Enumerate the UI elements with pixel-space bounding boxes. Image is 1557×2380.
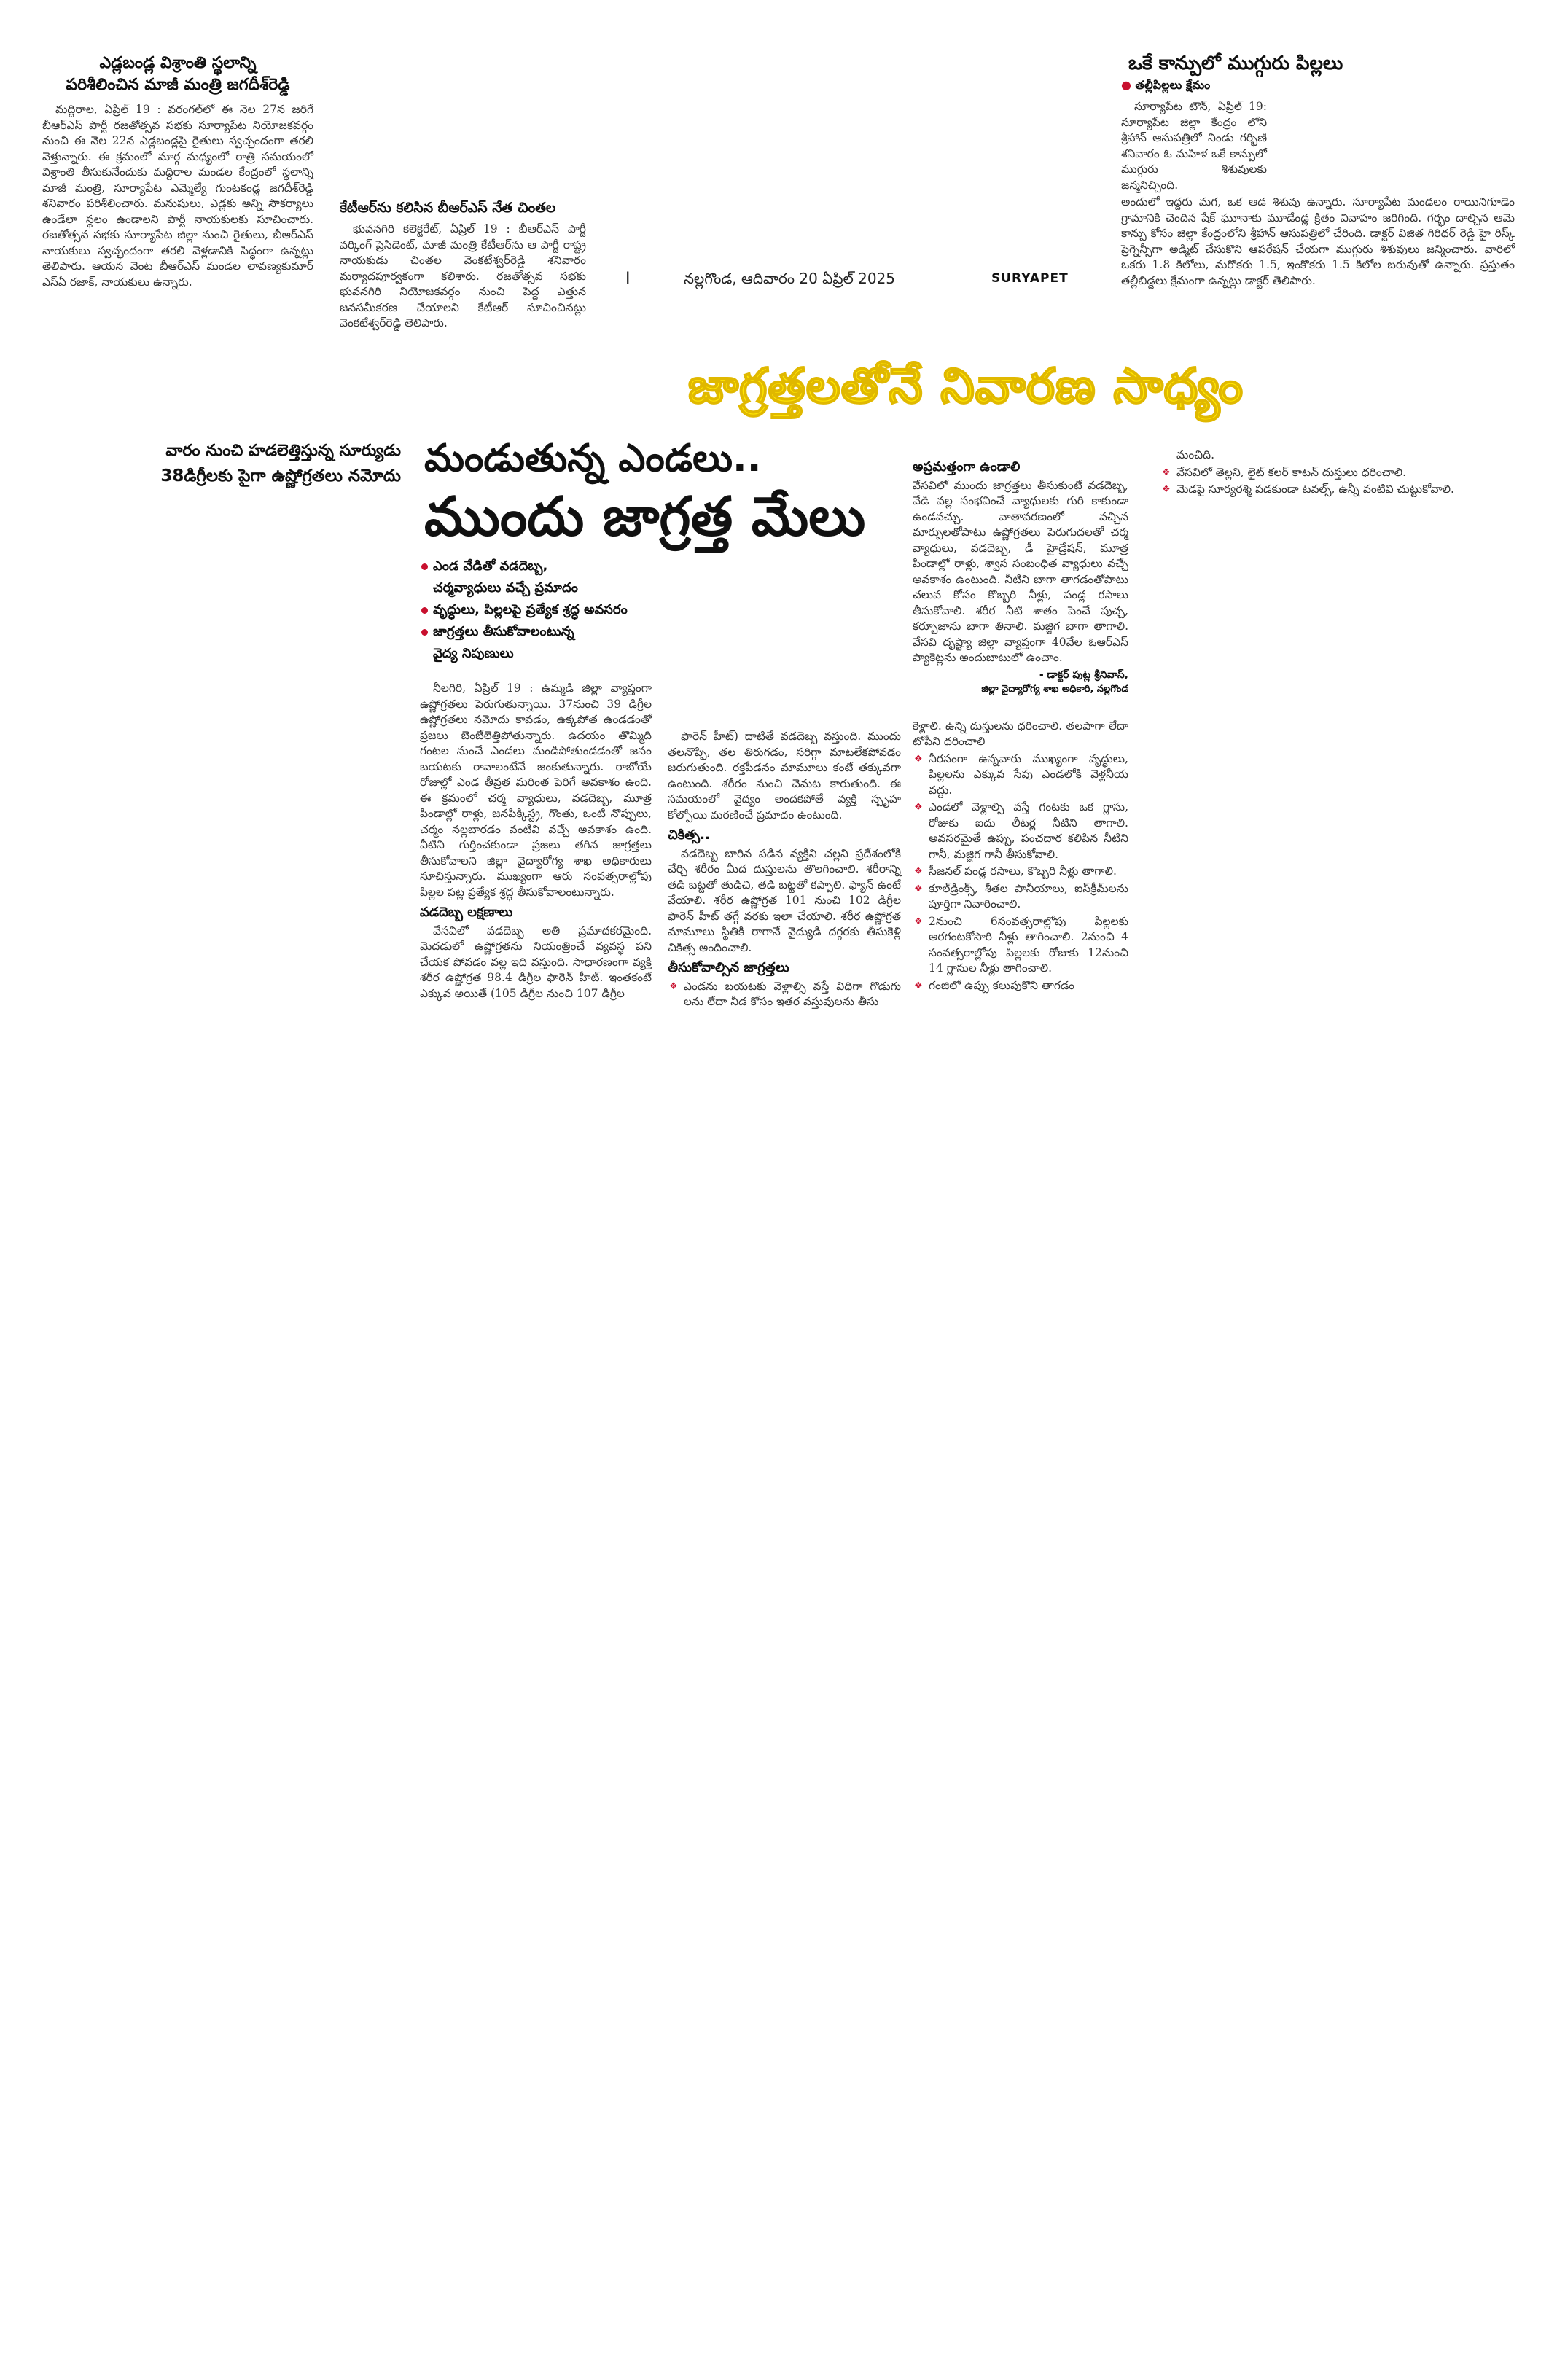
highlight-item: ఎండ వేడితో వడదెబ్బ, xyxy=(420,555,668,577)
story-headline: కేటీఆర్‌ను కలిసిన బీఆర్ఎస్ నేత చింతల xyxy=(340,200,556,216)
byline-name: - డాక్టర్ పుట్ల శ్రీనివాస్, xyxy=(1039,668,1128,681)
story-jagadish-reddy xyxy=(42,52,313,292)
subhead: చికిత్స.. xyxy=(668,827,710,843)
story-body: మద్దిరాల, ఏప్రిల్ 19 : వరంగల్‌లో ఈ నెల 27న జరిగే బీఆర్ఎస్ పార్టీ రజతోత్సవ సభకు సూర్యాపేట నియోజకవర్గం నుంచి ఈ నెల 22న ఎడ్లబండ్లపై రైతులు స్వచ్ఛందంగా తరలి వెళ్తున్నారు. ఈ క్రమంలో మార్గ మధ్యంలో రాత్రి సమయంలో విశ్రాంతి తీసుకునేందుకు మద్దిరాల మండల కేంద్రంలో స్థలాన్ని మాజీ మంత్రి, సూర్యాపేట ఎమ్మెల్యే గుంటకండ్ల జగదీశ్‌రెడ్డి శనివారం పరిశీలించారు. మనుషులు, ఎడ్లకు అన్ని సౌకర్యాలు ఉండేలా స్థలం ఉండాలని పార్టీ నాయకులకు సూచించారు. రజతోత్సవ సభకు సూర్యాపేట జిల్లా నుంచి రైతులు, బీఆర్ఎస్ నాయకులు స్వచ్ఛందంగా తరలి వెళ్లడానికి సిద్ధంగా ఉన్నట్లు తెలిపారు. ఆయన వెంట బీఆర్ఎస్ మండల లావణ్యకుమార్ ఎస్ఏ రజాక్, నాయకులు ఉన్నారు. xyxy=(42,103,313,289)
main-headline-line1: మండుతున్న ఎండలు.. xyxy=(424,437,762,480)
folio-dateline: నల్లగొండ, ఆదివారం 20 ఏప్రిల్ 2025 xyxy=(684,270,896,287)
feature-column-1: నీలగిరి, ఏప్రిల్ 19 : ఉమ్మడి జిల్లా వ్యాప్తంగా ఉష్ణోగ్రతలు పెరుగుతున్నాయి. 37నుంచి 39 డిగ్రీల ఉష్ణోగ్రతలు నమోదు కావడం, ఉక్కపోత ఉండడంతో ప్రజలు బెంబేలెత్తిపోతున్నారు. ఉదయం తొమ్మిది గంటల నుంచే ఎండలు మండిపోతుండడంతో జనం బయటకు రావాలంటేనే జంకుతున్నారు. రాబోయే రోజుల్లో ఎండ తీవ్రత మరింత పెరిగే అవకాశం ఉంది. ఈ క్రమంలో చర్మ వ్యాధులు, వడదెబ్బ, మూత్ర పిండాల్లో రాళ్లు, జనపిక్కిస్ట్ర, గొంతు, ఒంటి నొప్పులు, చర్మం నల్లబారడం వంటివి వచ్చే అవకాశం ఉంది. వీటిని గుర్తించకుండా ప్రజలు తగిన జాగ్రత్తలు తీసుకోవాలని జిల్లా వైద్యారోగ్య శాఖ అధికారులు సూచిస్తున్నారు. ముఖ్యంగా ఆరు సంవత్సరాల్లోపు పిల్లల పట్ల ప్రత్యేక శ్రద్ధ తీసుకోవాలంటున్నారు. వడదెబ్బ లక్షణాలు వేసవిలో వడదెబ్బ అతి ప్రమాదకరమైంది. మెదడులో ఉష్ణోగ్రతను నియంత్రించే వ్యవస్థ పని చేయక పోవడం వల్ల ఇది వస్తుంది. సాధారణంగా వ్యక్తి శరీర ఉష్ణోగ్రత 98.4 డిగ్రీల ఫారెన్ హీట్. ఇంతకంటే ఎక్కువ అయితే (105 డిగ్రీల నుంచి 107 డిగ్రీల xyxy=(420,682,652,1000)
main-headline-line2: ముందు జాగ్రత్త మేలు xyxy=(424,485,866,548)
story-body-intro: సూర్యాపేట టౌన్, ఏప్రిల్ 19: సూర్యాపేట జిల్లా కేంద్రం లోని శ్రీహాన్ ఆసుపత్రిలో నిండు గర్భిణి శనివారం ఓ మహిళ ఒకే కాన్పులో ముగ్గురు శిశువులకు జన్మనిచ్చింది. xyxy=(1121,100,1267,192)
story-kicker: ● తల్లీపిల్లలు క్షేమం xyxy=(1121,78,1211,92)
list-item: ❖ గంజిలో ఉప్పు కలుపుకొని తాగడం xyxy=(913,978,1128,994)
story-headline-line1: ఎడ్లబండ్ల విశ్రాంతి స్థలాన్ని xyxy=(99,54,257,72)
subhead: వడదెబ్బ లక్షణాలు xyxy=(420,905,513,920)
feature-column-3: అప్రమత్తంగా ఉండాలి వేసవిలో ముందు జాగ్రత్తలు తీసుకుంటే వడదెబ్బ, వేడి వల్ల సంభవించే వ్యాధులకు గురి కాకుండా ఉండవచ్చు. వాతావరణంలో వచ్చిన మార్పులతోపాటు ఉష్ణోగ్రతలు పెరుగుదలతో చర్మ వ్యాధులు, వడదెబ్బ, డీ హైడ్రేషన్, మూత్ర పిండాల్లో రాళ్లు, శ్వాస సంబంధిత వ్యాధులు వచ్చే అవకాశం ఉంటుంది. నీటిని బాగా తాగడంతోపాటు చలువ కోసం కొబ్బరి నీళ్లు, పండ్ల రసాలు తీసుకోవాలి. శరీర నీటి శాతం పెంచే పుచ్చ, కర్బూజాను బాగా తినాలి. మజ్జిగ బాగా తాగాలి. వేసవి దృష్ట్యా జిల్లా వ్యాప్తంగా 40వేల ఓఆర్ఎస్ ప్యాకెట్లను అందుబాటులో ఉంచాం. - డాక్టర్ పుట్ల శ్రీనివాస్, జిల్లా వైద్యారోగ్య శాఖ అధికారి, నల్లగొండ కెళ్లాలి. ఉన్ని దుస్తులను ధరించాలి. తలపాగా లేదా టోపీని ధరించాలి ❖ నీరసంగా ఉన్నవారు ముఖ్యంగా వృద్ధులు, పిల్లలను ఎక్కువ సేపు ఎండలోకి వెళ్లనీయ వద్దు. ❖ ఎండలో వెళ్లాల్సి వస్తే గంటకు ఒక గ్లాసు, రోజుకు ఐదు లీటర్ల నీటిని తాగాలి. అవసరమైతే ఉప్పు, పంచదార కలిపిన నీటిని గానీ, మజ్జిగ గానీ తీసుకోవాలి. ❖ సీజనల్ పండ్ల రసాలు, కొబ్బరి నీళ్లు తాగాలి. ❖ కూల్‌డ్రింక్స్, శీతల పానీయాలు, ఐస్‌క్రీమ్‌లను పూర్తిగా నివారించాలి. ❖ 2నుంచి 6సంవత్సరాల్లోపు పిల్లలకు అరగంటకోసారి నీళ్లు తాగించాలి. 2నుంచి 4 సంవత్సరాల్లోపు పిల్లలకు రోజుకు 12నుంచి 14 గ్లాసుల నీళ్లు తాగించాలి. ❖ గంజిలో ఉప్పు కలుపుకొని తాగడం xyxy=(913,459,1128,995)
subhead: తీసుకోవాల్సిన జాగ్రత్తలు xyxy=(668,960,789,975)
kicker-dot-icon: ● xyxy=(1121,78,1131,92)
side-headline: వారం నుంచి హడలెత్తిస్తున్న సూర్యుడు 38డిగ్రీలకు పైగా ఉష్ణోగ్రతలు నమోదు xyxy=(160,442,401,485)
section-name: SURYAPET xyxy=(991,271,1069,286)
list-item: ❖ నీరసంగా ఉన్నవారు ముఖ్యంగా వృద్ధులు, పిల్లలను ఎక్కువ సేపు ఎండలోకి వెళ్లనీయ వద్దు. xyxy=(913,752,1128,799)
highlights xyxy=(420,555,668,665)
highlight-item: జాగ్రత్తలు తీసుకోవాలంటున్న xyxy=(420,621,668,643)
page-banner: జాగ్రత్తలతోనే నివారణ సాధ్యం xyxy=(688,358,1244,414)
feature-column-4: మంచిది. ❖ వేసవిలో తెల్లని, లైట్ కలర్ కాటన్ దుస్తులు ధరించాలి. ❖ మెడపై సూర్యరశ్మి పడకుండా టవల్స్, ఉన్నీ వంటివి చుట్టుకోవాలి. xyxy=(1160,448,1503,499)
story-body: అందులో ఇద్దరు మగ, ఒక ఆడ శిశువు ఉన్నారు. సూర్యాపేట మండలం రాయినిగూడెం గ్రామానికి చెందిన షేక్ ఘూనాకు మూడేండ్ల క్రితం వివాహం జరిగింది. గర్భం దాల్చిన ఆమె కాన్పు కోసం జిల్లా కేంద్రంలోని శ్రీహాన్ ఆసుపత్రిలో చేరింది. డాక్టర్ విజిత గిరిధర్ రెడ్డి హై రిస్క్ ప్రెగ్నెన్సీగా అడ్మిట్ చేసుకొని ఆపరేషన్ చేయగా ముగ్గురు శిశువులు జన్మించారు. వారిలో ఒకరు 1.8 కిలోలు, మరొకరు 1.5, ఇంకొకరు 1.5 కిలోల బరువుతో ఉన్నారు. ప్రస్తుతం తల్లీబిడ్డలు క్షేమంగా ఉన్నట్లు డాక్టర్ తెలిపారు. xyxy=(1121,195,1515,287)
highlight-item: వృద్ధులు, పిల్లలపై ప్రత్యేక శ్రద్ధ అవసరం xyxy=(420,599,668,621)
story-triplets xyxy=(1121,51,1515,290)
list-item: ❖ ఎండను బయటకు వెళ్లాల్సి వస్తే విధిగా గొడుగు లను లేదా నీడ కోసం ఇతర వస్తువులను తీసు xyxy=(668,979,901,1010)
list-item: ❖ 2నుంచి 6సంవత్సరాల్లోపు పిల్లలకు అరగంటకోసారి నీళ్లు తాగించాలి. 2నుంచి 4 సంవత్సరాల్లోపు పిల్లలకు రోజుకు 12నుంచి 14 గ్లాసుల నీళ్లు తాగించాలి. xyxy=(913,914,1128,977)
list-item: ❖ వేసవిలో తెల్లని, లైట్ కలర్ కాటన్ దుస్తులు ధరించాలి. xyxy=(1160,465,1503,481)
story-body: భువనగిరి కలెక్టరేట్, ఏప్రిల్ 19 : బీఆర్ఎస్ పార్టీ వర్కింగ్ ప్రెసిడెంట్, మాజీ మంత్రి కేటీఆర్‌ను ఆ పార్టీ రాష్ట్ర నాయకుడు చింతల వెంకటేశ్వర్‌రెడ్డి శనివారం మర్యాదపూర్వకంగా కలిశారు. రజతోత్సవ సభకు భువనగిరి నియోజకవర్గం నుంచి పెద్ద ఎత్తున జనసమీకరణ చేయాలని కేటీఆర్ సూచించినట్లు వెంకటేశ్వర్‌రెడ్డి తెలిపారు. xyxy=(340,222,586,329)
list-item: ❖ కూల్‌డ్రింక్స్, శీతల పానీయాలు, ఐస్‌క్రీమ్‌లను పూర్తిగా నివారించాలి. xyxy=(913,881,1128,913)
page-marker: I xyxy=(625,270,631,288)
list-item: ❖ మెడపై సూర్యరశ్మి పడకుండా టవల్స్, ఉన్నీ వంటివి చుట్టుకోవాలి. xyxy=(1160,482,1503,498)
highlight-item-cont: చర్మవ్యాధులు వచ్చే ప్రమాదం xyxy=(433,580,578,596)
byline-title: జిల్లా వైద్యారోగ్య శాఖ అధికారి, నల్లగొండ xyxy=(981,683,1128,695)
story-headline: ఒకే కాన్పులో ముగ్గురు పిల్లలు xyxy=(1128,52,1343,74)
highlight-item-cont: వైద్య నిపుణులు xyxy=(433,646,514,661)
subhead: అప్రమత్తంగా ఉండాలి xyxy=(913,459,1021,475)
list-item: ❖ సీజనల్ పండ్ల రసాలు, కొబ్బరి నీళ్లు తాగాలి. xyxy=(913,864,1128,880)
feature-column-2: ఫారెన్ హీట్) దాటితే వడదెబ్బ వస్తుంది. ముందు తలనొప్పి, తల తిరుగడం, సరిగ్గా మాటలేకపోవడం జరుగుతుంది. రక్తపీడనం మామూలు కంటే తక్కువగా ఉంటుంది. శరీరం నుంచి చెమట కారుతుంది. ఈ సమయంలో వైద్యం అందకపోతే వ్యక్తి స్పృహ కోల్పోయి మరణించే ప్రమాదం ఉంటుంది. చికిత్స.. వడదెబ్బ బారిన పడిన వ్యక్తిని చల్లని ప్రదేశంలోకి చేర్చి శరీరం మీద దుస్తులను తొలగించాలి. శరీరాన్ని తడి బట్టతో తుడిచి, తడి బట్టతో కప్పాలి. ఫ్యాన్ ఉంటే వేయాలి. శరీర ఉష్ణోగ్రత 101 నుంచి 102 డిగ్రీల ఫారెన్ హీట్ తగ్గే వరకు ఇలా చేయాలి. శరీర ఉష్ణోగ్రత మామూలు స్థితికి రాగానే వైద్యుడి దగ్గరకు తీసుకెళ్లి చికిత్స అందించాలి. తీసుకోవాల్సిన జాగ్రత్తలు ❖ ఎండను బయటకు వెళ్లాల్సి వస్తే విధిగా గొడుగు లను లేదా నీడ కోసం ఇతర వస్తువులను తీసు xyxy=(668,729,901,1012)
story-ktr-meeting xyxy=(340,198,586,333)
list-item: ❖ ఎండలో వెళ్లాల్సి వస్తే గంటకు ఒక గ్లాసు, రోజుకు ఐదు లీటర్ల నీటిని తాగాలి. అవసరమైతే ఉప్పు, పంచదార కలిపిన నీటిని గానీ, మజ్జిగ గానీ తీసుకోవాలి. xyxy=(913,800,1128,862)
story-headline-line2: పరిశీలించిన మాజీ మంత్రి జగదీశ్‌రెడ్డి xyxy=(66,76,290,94)
